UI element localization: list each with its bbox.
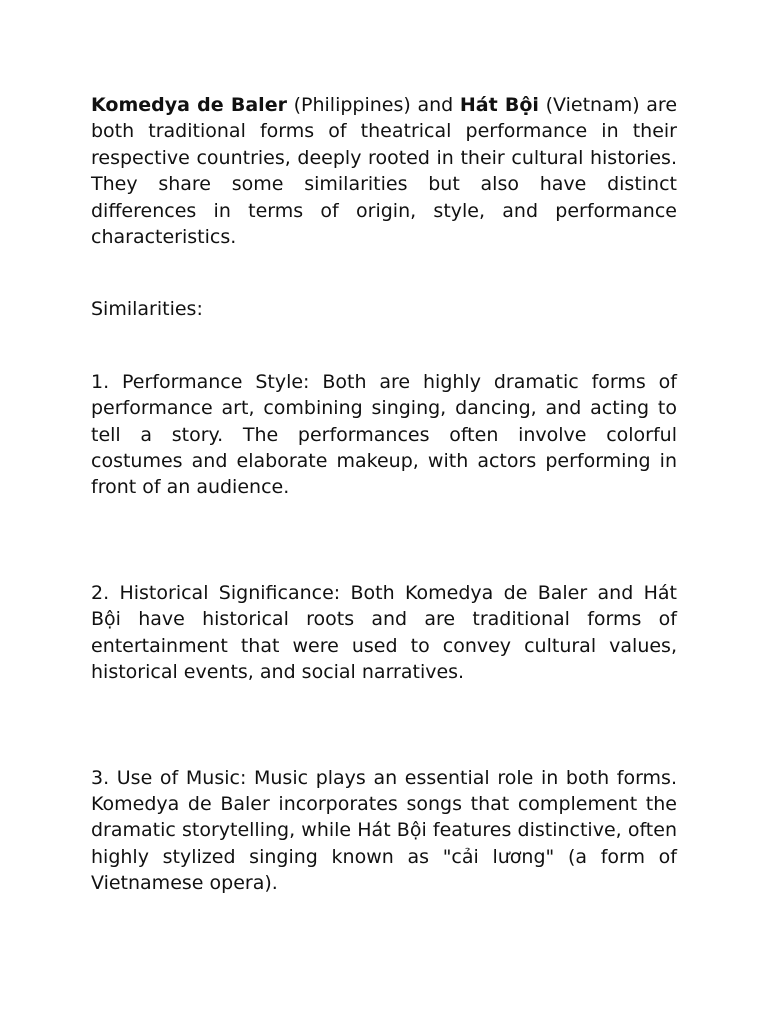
term-hat-boi: Hát Bội [459,94,539,116]
intro-paragraph [91,92,677,250]
document-body [91,92,677,897]
term-komedya-de-baler: Komedya de Baler [91,94,287,116]
similarities-heading: Similarities: [91,298,203,321]
intro-segment-2: (Vietnam) are both traditional forms of theatrical performance in their respective countries, deeply rooted in their cultural histories. They share some similarities but also have distinct differences in terms of origin, style, and performance characteristics. [91,94,678,249]
similarity-item-historical-significance: 2. Historical Significance: Both Komedya de Baler and Hát Bội have historical roots and are traditional forms of entertainment that were used to convey cultural values, historical events, and social narratives. [91,581,677,684]
similarity-item-performance-style: 1. Performance Style: Both are highly dramatic forms of performance art, combining singing, dancing, and acting to tell a story. The performances often involve colorful costumes and elaborate makeup, with actors performing in front of an audience. [91,370,677,499]
intro-segment-1: (Philippines) and [286,94,460,116]
similarity-item-use-of-music: 3. Use of Music: Music plays an essential role in both forms. Komedya de Baler incorporates songs that complement the dramatic storytelling, while Hát Bội features distinctive, often highly stylized singing known as "cải lương" (a form of Vietnamese opera). [91,766,677,895]
